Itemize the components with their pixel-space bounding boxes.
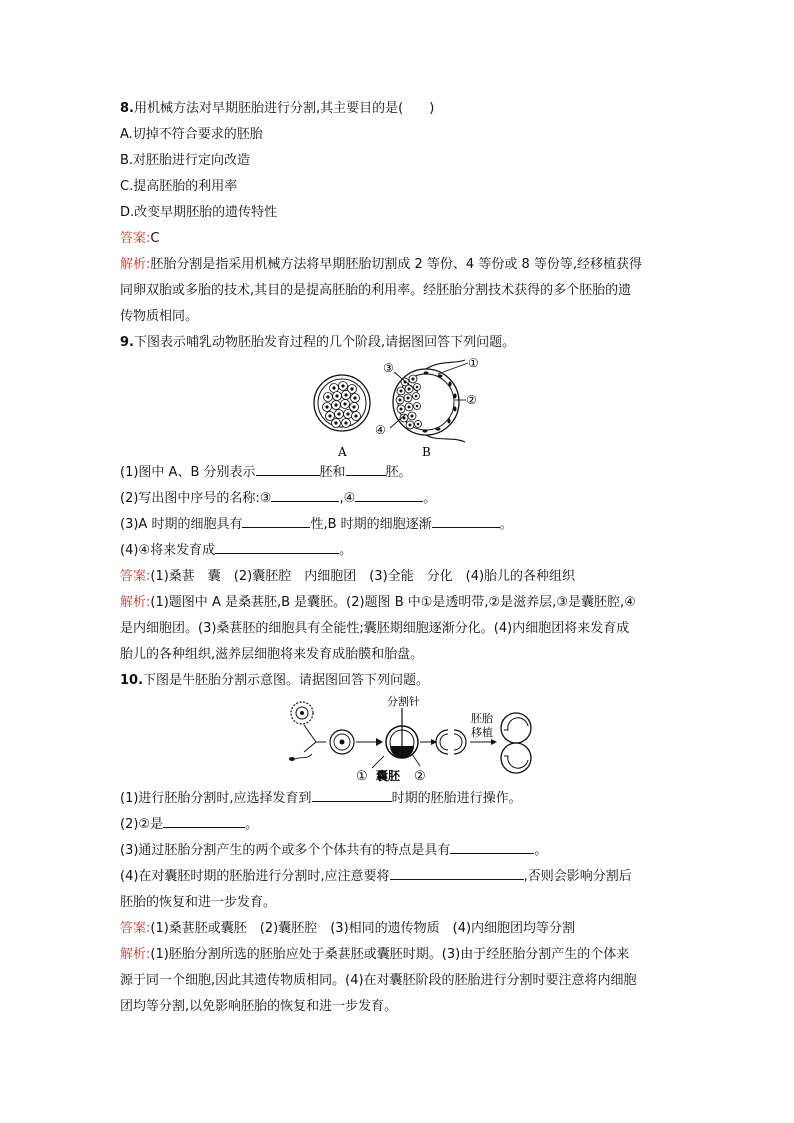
q10-answer <box>120 916 680 942</box>
q9-subquestion-1 <box>120 460 680 486</box>
q10-explanation-label: 解析: <box>120 947 151 962</box>
q9-figure <box>120 356 680 460</box>
blank[interactable] <box>242 513 310 528</box>
q9-explanation-line-1 <box>120 590 680 616</box>
morula-diagram <box>314 375 370 431</box>
needle-label: 分割针 <box>387 695 420 708</box>
figure-label-b: B <box>422 445 431 459</box>
q9-subquestion-2 <box>120 486 680 512</box>
q9-answer-label: 答案: <box>120 569 151 584</box>
q9-subquestion-4 <box>120 538 680 564</box>
blank[interactable] <box>432 513 500 528</box>
q10-subquestion-2 <box>120 812 680 838</box>
q9-s2-text-b: ,④ <box>339 491 356 506</box>
q10-s4-text-a: (4)在对囊胚时期的胚胎进行分割时,应注意要将 <box>120 869 390 884</box>
q8-stem <box>120 96 680 122</box>
q9-answer-text: (1)桑葚 囊 (2)囊胚腔 内细胞团 (3)全能 分化 (4)胎儿的各种组织 <box>150 569 576 584</box>
q8-option-d: D.改变早期胚胎的遗传特性 <box>120 205 278 220</box>
q9-s3-text-c: 。 <box>499 517 513 532</box>
blank[interactable] <box>450 839 534 854</box>
q9-s3-text-a: (3)A 时期的细胞具有 <box>120 517 243 532</box>
label-trophoblast-marker: ② <box>466 393 477 407</box>
q10-answer-text: (1)桑葚胚或囊胚 (2)囊胚腔 (3)相同的遗传物质 (4)内细胞团均等分割 <box>150 921 576 936</box>
label-icm-marker: ④ <box>375 423 386 437</box>
q8-explanation-label: 解析: <box>120 257 151 272</box>
q10-stem <box>120 668 680 694</box>
q9-s1-text-b: 胚和 <box>319 465 346 480</box>
q10-s4-text-c: ,否则会影响分割后 <box>523 869 632 884</box>
q8-explanation-line-3: 传物质相同。 <box>120 309 199 324</box>
q10-answer-label: 答案: <box>120 921 151 936</box>
blank[interactable] <box>163 813 245 828</box>
label-zona-marker: ① <box>468 356 479 370</box>
q10-explanation-line-3: 团均等分割,以免影响胚胎的恢复和进一步发育。 <box>120 999 398 1014</box>
q10-s3-text-c: 。 <box>534 843 548 858</box>
q10-s1-text-c: 时期的胚胎进行操作。 <box>391 791 522 806</box>
q10-subquestion-3 <box>120 838 680 864</box>
q8-explanation-text-1: 胚胎分割是指采用机械方法将早期胚胎切割成 2 等份、4 等份或 8 等份等,经移植获得 <box>150 257 642 272</box>
label-marker-2: ② <box>414 769 426 784</box>
q8-number: 8. <box>120 101 134 116</box>
q9-explanation-line-3: 胎儿的各种组织,滋养层细胞将来发育成胎膜和胎盘。 <box>120 647 424 662</box>
blank[interactable] <box>346 461 386 476</box>
q10-s3-text-a: (3)通过胚胎分割产生的两个或多个个体共有的特点是具有 <box>120 843 451 858</box>
q10-subquestion-4-cont: 胚胎的恢复和进一步发育。 <box>120 895 277 910</box>
q8-answer-label: 答案: <box>120 231 151 246</box>
q9-answer <box>120 564 680 590</box>
q8-option-c: C.提高胚胎的利用率 <box>120 179 238 194</box>
q9-s4-text-a: (4)④将来发育成 <box>120 543 216 558</box>
q10-s2-text-c: 。 <box>245 817 259 832</box>
q10-stem-text: 下图是牛胚胎分割示意图。请据图回答下列问题。 <box>143 673 430 688</box>
q8-stem-text: 用机械方法对早期胚胎进行分割,其主要目的是( ) <box>133 101 435 116</box>
q9-number: 9. <box>120 335 134 350</box>
q8-explanation-line-2: 同卵双胎或多胎的技术,其目的是提高胚胎的利用率。经胚胎分割技术获得的多个胚胎的遗 <box>120 283 632 298</box>
q9-s2-text-a: (2)写出图中序号的名称:③ <box>120 491 272 506</box>
egg-cell-diagram <box>291 702 313 724</box>
q10-subquestion-1 <box>120 786 680 812</box>
q10-explanation-line-1 <box>120 942 680 968</box>
q10-figure <box>120 694 680 786</box>
q9-explanation-label: 解析: <box>120 595 151 610</box>
transfer-label-1: 胚胎 <box>471 712 493 725</box>
q10-number: 10. <box>120 673 144 688</box>
transfer-label-2: 移植 <box>471 726 493 739</box>
q9-stem <box>120 330 680 356</box>
blank[interactable] <box>215 539 339 554</box>
q10-s1-text-a: (1)进行胚胎分割时,应选择发育到 <box>120 791 312 806</box>
label-marker-1: ① <box>356 769 368 784</box>
embryo-halves-diagram <box>436 730 466 754</box>
q8-explanation-line-1 <box>120 252 680 278</box>
blank[interactable] <box>256 461 320 476</box>
q9-s1-text-c: 胚。 <box>385 465 412 480</box>
q8-answer-text: C <box>150 231 160 246</box>
q9-subquestion-3 <box>120 512 680 538</box>
q10-explanation-text-1: (1)胚胎分割所选的胚胎应处于桑葚胚或囊胚时期。(3)由于经胚胎分割产生的个体来 <box>150 947 630 962</box>
q10-subquestion-4 <box>120 864 680 890</box>
label-cavity-marker: ③ <box>383 361 394 375</box>
blank[interactable] <box>271 487 339 502</box>
q9-s4-text-c: 。 <box>339 543 353 558</box>
blastocyst-label: 囊胚 <box>376 769 401 783</box>
q9-s2-text-c: 。 <box>423 491 437 506</box>
zygote-diagram <box>330 730 354 754</box>
q9-stem-text: 下图表示哺乳动物胚胎发育过程的几个阶段,请据图回答下列问题。 <box>133 335 516 350</box>
q9-explanation-text-1: (1)题图中 A 是桑葚胚,B 是囊胚。(2)题图 B 中①是透明带,②是滋养层,③是囊胚腔,④ <box>150 595 636 610</box>
twin-embryos-diagram <box>501 713 531 773</box>
q9-s1-text-a: (1)图中 A、B 分别表示 <box>120 465 256 480</box>
sperm-icon <box>289 754 312 761</box>
q10-s2-text-a: (2)②是 <box>120 817 164 832</box>
q9-explanation-line-2: 是内细胞团。(3)桑葚胚的细胞具有全能性;囊胚期细胞逐渐分化。(4)内细胞团将来发育成 <box>120 621 630 636</box>
q8-answer <box>120 226 680 252</box>
blank[interactable] <box>355 487 423 502</box>
q8-option-a: A.切掉不符合要求的胚胎 <box>120 127 263 142</box>
blank[interactable] <box>312 787 392 802</box>
document-page <box>120 96 680 1020</box>
figure-label-a: A <box>338 445 347 459</box>
blastocyst-diagram <box>393 360 465 442</box>
blank[interactable] <box>390 865 524 880</box>
q9-s3-text-b: 性,B 时期的细胞逐渐 <box>310 517 432 532</box>
q8-option-b: B.对胚胎进行定向改造 <box>120 153 251 168</box>
q10-explanation-line-2: 源于同一个细胞,因此其遗传物质相同。(4)在对囊胚阶段的胚胎进行分割时要注意将内细胞 <box>120 973 637 988</box>
